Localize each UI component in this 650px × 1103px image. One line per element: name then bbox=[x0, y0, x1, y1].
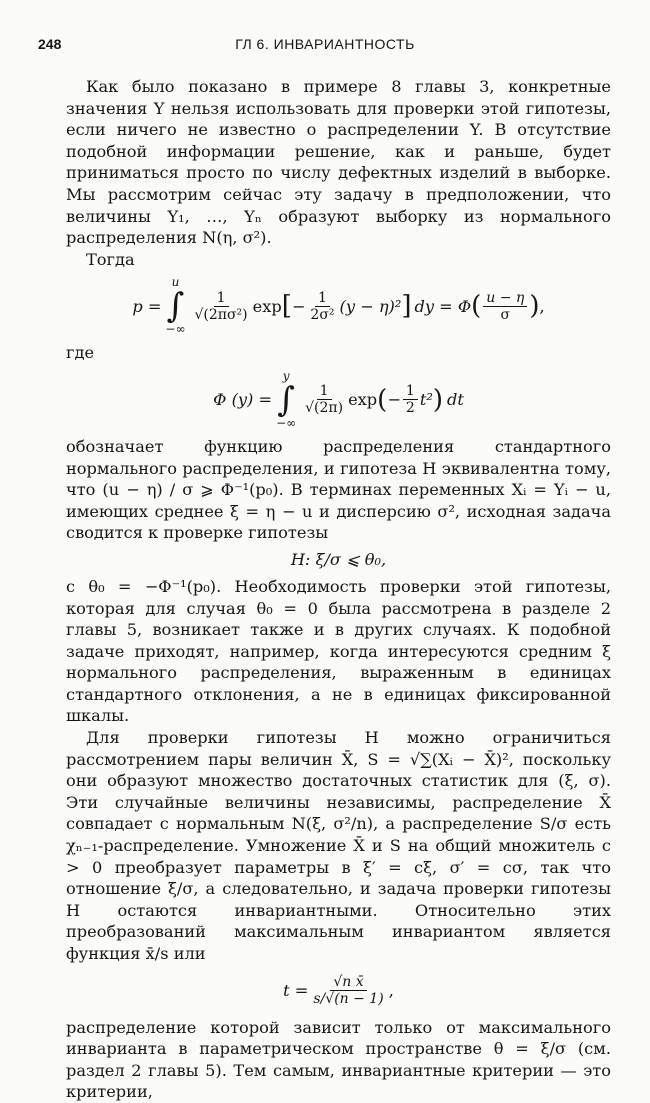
eq1-inner-fraction bbox=[307, 290, 337, 323]
eq1-phi-den: σ bbox=[500, 306, 511, 323]
eq1-inner-num: 1 bbox=[315, 290, 330, 307]
eq4-num: √n x̄ bbox=[330, 974, 366, 991]
eq1-phi-num: u − η bbox=[483, 290, 527, 307]
eq2-frac-den: √(2π) bbox=[305, 400, 344, 417]
eq1-exp: exp bbox=[252, 296, 282, 316]
eq1-fraction bbox=[191, 290, 250, 323]
eq4-fraction bbox=[310, 974, 386, 1007]
paragraph-4: обозначает функцию распределения стандартного нормального распределения, и гипотеза H эквивалентна тому, что (u − η) / σ ⩾ Φ⁻¹(p₀). В терминах переменных Xᵢ = Yᵢ − u, имеющих среднее ξ = η − u и дисперсию σ², исходная задача сводится к проверке гипотезы bbox=[66, 436, 611, 543]
equation-4 bbox=[66, 965, 611, 1017]
paragraph-1: Как было показано в примере 8 главы 3, конкретные значения Y нельзя использовать для проверки этой гипотезы, если ничего не известно о распределении Y. В отсутствие подобной информации решение, как и раньше, будет приниматься просто по числу дефектных изделий в выборке. Мы рассмотрим сейчас эту задачу в предположении, что величины Y₁, …, Yₙ образуют выборку из нормального распределения N(η, σ²). bbox=[66, 77, 611, 248]
eq1-phi-fraction bbox=[483, 290, 527, 323]
eq4-end: , bbox=[388, 980, 394, 1000]
eq1-lhs: p = bbox=[132, 296, 162, 316]
eq2-integral: y ∫ −∞ bbox=[276, 368, 297, 430]
paragraph-2: Тогда bbox=[86, 249, 135, 269]
eq4-lhs: t = bbox=[283, 980, 309, 1000]
eq1-frac-den: √(2πσ²) bbox=[194, 306, 248, 323]
eq2-exp: exp bbox=[348, 390, 378, 410]
eq2-lower-limit: −∞ bbox=[276, 415, 297, 430]
eq2-fraction bbox=[302, 383, 346, 416]
eq2-lhs: Φ (y) = bbox=[213, 390, 273, 410]
eq1-inner-tail: (y − η)² bbox=[339, 296, 402, 316]
eq2-upper-limit: y bbox=[282, 368, 290, 383]
paragraph-5: с θ₀ = −Φ⁻¹(p₀). Необходимость проверки этой гипотезы, которая для случая θ₀ = 0 была рассмотрена в разделе 2 главы 5, возникает также и в других случаях. К подобной задаче приходят, например, когда интересуются средним ξ нормального распределения, выраженным в единицах стандартного отклонения, а не в единицах фиксированной шкалы. bbox=[66, 576, 611, 726]
eq1-frac-num: 1 bbox=[214, 290, 229, 307]
eq1-integral: u ∫ −∞ bbox=[165, 275, 186, 337]
eq2-inner-num: 1 bbox=[403, 383, 418, 400]
eq1-lower-limit: −∞ bbox=[165, 322, 186, 337]
eq4-den: s/√(n − 1) bbox=[313, 991, 384, 1008]
eq1-dy: dy = Φ bbox=[414, 296, 472, 316]
paragraph-6: Для проверки гипотезы H можно ограничиться рассмотрением пары величин X̄, S = √∑(Xᵢ − X̄)², поскольку они образуют множество достаточных статистик для (ξ, σ). Эти случайные величины независимы, распределение X̄ совпадает с нормальным N(ξ, σ²/n), а распределение S/σ есть χₙ₋₁-распределение. Умножение X̄ и S на общий множитель c > 0 преобразует параметры в ξ′ = cξ, σ′ = cσ, так что отношение ξ/σ, а следовательно, и задача проверки гипотезы H остаются инвариантными. Относительно этих преобразований максимальным инвариантом является функция x̄/s или bbox=[66, 728, 611, 963]
eq1-inner-den: 2σ² bbox=[310, 306, 335, 323]
paragraph-3: где bbox=[66, 343, 95, 363]
page-number: 248 bbox=[38, 36, 62, 52]
page-body bbox=[66, 76, 611, 1103]
eq1-end: , bbox=[539, 296, 545, 316]
eq2-inner-tail: t² bbox=[419, 390, 433, 410]
equation-2: Φ (y) = y ∫ −∞ $\frac{1}{√(2\pi)}$ exp ( − $\frac{1}{2}$ t² ) dt bbox=[213, 368, 464, 430]
equation-3: H: ξ/σ ⩽ θ₀, bbox=[290, 550, 387, 570]
paragraph-7: распределение которой зависит только от максимального инварианта в параметрическом пространстве θ = ξ/σ (см. раздел 2 главы 5). Тем самым, инвариантные критерии — это критерии, bbox=[66, 1017, 611, 1102]
eq2-dt: dt bbox=[446, 390, 464, 410]
page-header bbox=[38, 36, 612, 56]
running-title: ГЛ 6. ИНВАРИАНТНОСТЬ bbox=[235, 36, 415, 52]
eq2-frac-num: 1 bbox=[317, 383, 332, 400]
eq2-inner-fraction bbox=[403, 383, 418, 416]
eq1-upper-limit: u bbox=[171, 275, 180, 290]
eq2-inner-den: 2 bbox=[405, 400, 415, 417]
equation-1: p = u ∫ −∞ $\frac{1}{\text{√(2πσ²)}}$ exp [ − $\frac{1}{\text{2σ²}}$ (y − η)² ] dy = Φ ( $\frac{u - \eta}{\sigma}$ ) , bbox=[132, 275, 545, 337]
